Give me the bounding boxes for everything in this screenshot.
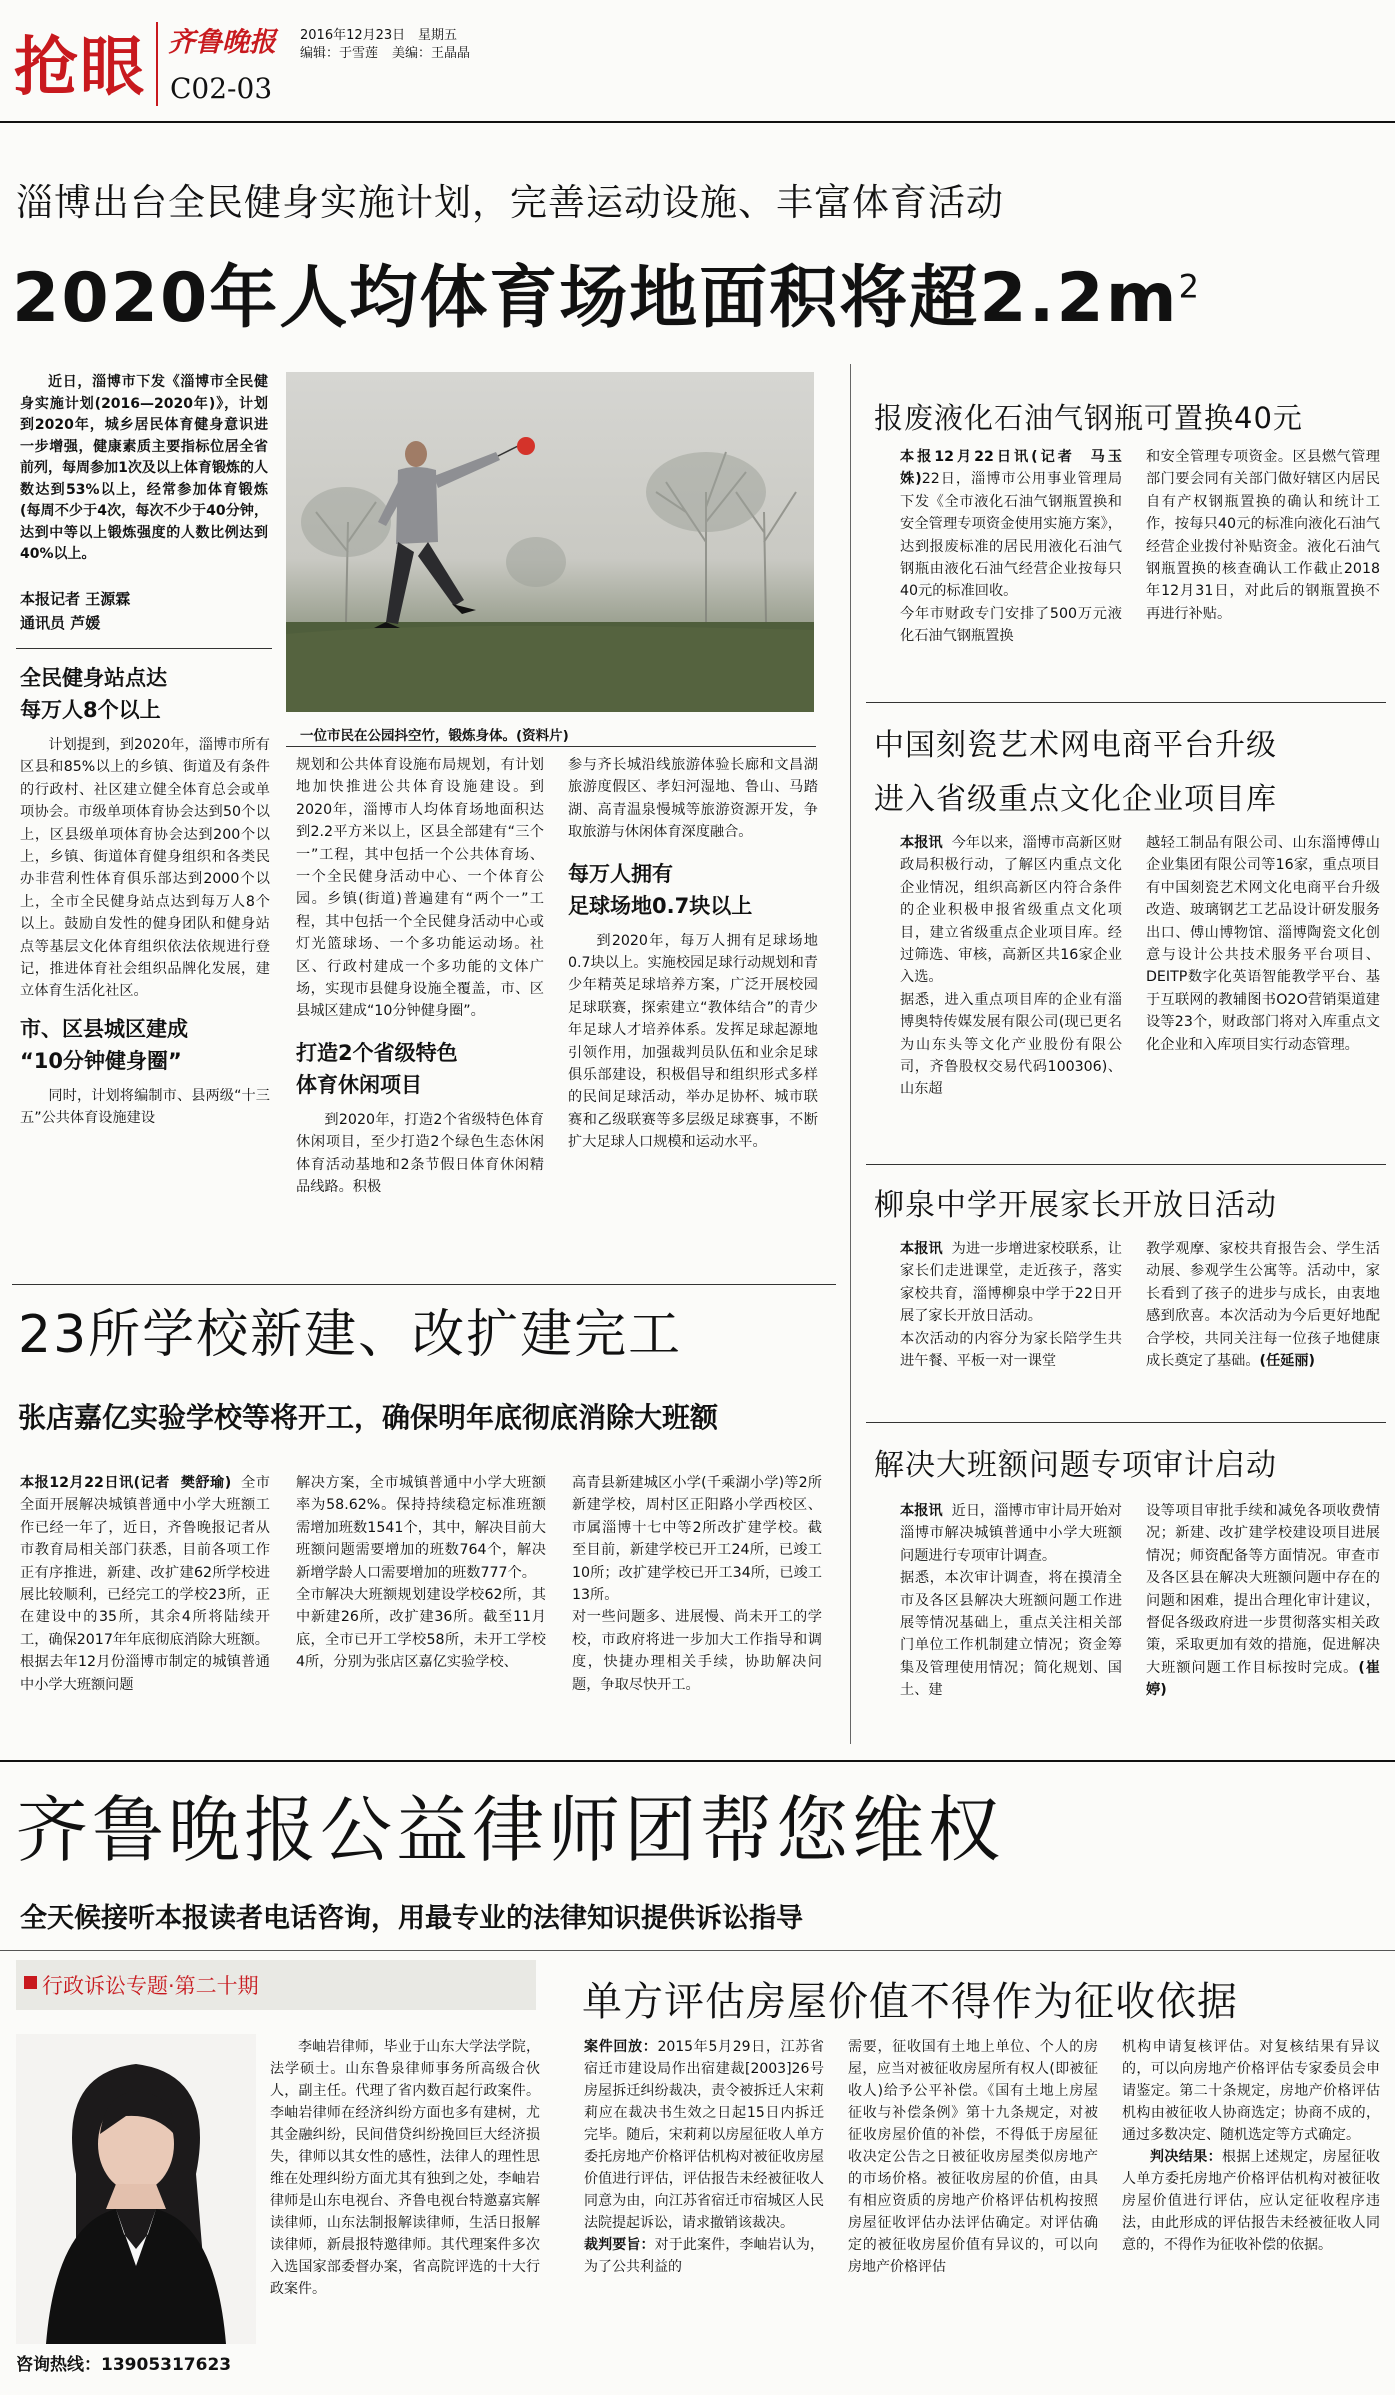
- side4-title: 解决大班额问题专项审计启动: [874, 1448, 1277, 1483]
- photo-caption: 一位市民在公园抖空竹，锻炼身体。(资料片): [300, 728, 569, 744]
- lead-headline-sup: 2: [1178, 267, 1201, 306]
- side3-title: 柳泉中学开展家长开放日活动: [874, 1188, 1277, 1223]
- lawyer-case-text: [584, 2036, 824, 2234]
- side2-lead-label: 本报讯: [900, 835, 943, 851]
- side2-col2-text: 越轻工制品有限公司、山东淄博傅山企业集团有限公司等16家，重点项目有中国刻瓷艺术网文化电商平台升级改造、玻璃钢艺工艺品设计研发服务出口、傅山博物馆、淄博陶瓷文化创意与设计公共技术服务平台项目、DEITP数字化英语智能教学平台、基于互联网的教辅图书O2O营销渠道建设等23个，财政部门将对入库重点文化企业和入库项目实行动态管理。: [1146, 835, 1380, 1053]
- lawyer-col2-text: 需要，征收国有土地上单位、个人的房屋，应当对被征收房屋所有权人(即被征收人)给予公平补偿。《国有土地上房屋征收与补偿条例》第十九条规定，对被征收房屋价值的补偿，不得低于房屋征收决定公告之日被征收房屋类似房地产的市场价格。被征收房屋的价值，由具有相应资质的房地产价格评估机构按照房屋征收评估办法评估确定。对评估确定的被征收房屋价值有异议的，可以向房地产价格评估: [848, 2039, 1098, 2275]
- lead-summary-text: 近日，淄博市下发《淄博市全民健身实施计划(2016—2020年)》，计划到2020年，城乡居民体育健身意识进一步增强，健康素质主要指标位居全省前列，每周参加1次及以上体育锻炼的人数达到53%以上，经常参加体育锻炼(每周不少于4次，每次不少于40分钟，达到中等以上锻炼强度的人数比例达到40%以上。: [20, 374, 268, 562]
- lead-byline-reporter: 本报记者 王源霖: [20, 590, 131, 608]
- side1-col1-text: 22日，淄博市公用事业管理局下发《全市液化石油气钢瓶置换和安全管理专项资金使用实施方案》，达到报废标准的居民用液化石油气钢瓶由液化石油气经营企业按每只40元的标准回收。 今年市财政专门安排了500万元液化石油气钢瓶置换: [900, 471, 1123, 645]
- lead-headline: [12, 244, 1201, 341]
- lead-col-1: [20, 662, 270, 1130]
- side2-title-1: 中国刻瓷艺术网电商平台升级: [874, 728, 1277, 763]
- schools-col-1: [20, 1472, 270, 1696]
- series-marker-icon: [24, 1976, 37, 1989]
- side3-text-1: [900, 1238, 1122, 1372]
- judge-text: 对于此案件，李岫岩认为，为了公共利益的: [584, 2237, 824, 2275]
- lawyer-deck: 全天候接听本报读者电话咨询，用最专业的法律知识提供诉讼指导: [20, 1903, 803, 1934]
- lead-paragraph-4: 到2020年，每万人拥有足球场地0.7块以上。实施校园足球行动规划和青少年精英足球培养方案，广泛开展校园足球联赛，探索建立“教体结合”的青少年足球人才培养体系。发挥足球起源地引领作用，加强裁判员队伍和业余足球俱乐部建设，积极倡导和组织形式多样的民间足球活动，举办足协杯、城市联赛和乙级联赛等多层级足球赛事，不断扩大足球人口规模和运动水平。: [568, 932, 818, 1151]
- page-code: C02-03: [170, 72, 273, 105]
- side1-lead-label: 本报12月22日讯(记者 马玉姝): [900, 449, 1122, 488]
- lawyer-col-3: [1122, 2036, 1380, 2256]
- side4-col-1: [900, 1500, 1122, 1702]
- lawyer-judge-text: [584, 2234, 824, 2278]
- park-photo-illustration: [286, 372, 814, 712]
- lawyer-result-text: [1122, 2146, 1380, 2256]
- schools-col-2: [296, 1472, 546, 1674]
- lawyer-col-1: [584, 2036, 824, 2278]
- section-title: 抢眼: [14, 30, 146, 105]
- series-label-text: 行政诉讼专题·第二十期: [42, 1974, 259, 1998]
- lead-summary: [20, 372, 268, 566]
- side1-col-1: [900, 446, 1122, 648]
- paper-logo: 齐鲁晚报: [168, 27, 276, 58]
- lead-subhead-1: 全民健身站点达 每万人8个以上: [20, 666, 167, 722]
- side4-text-2: [1146, 1500, 1380, 1702]
- schools-top-rule: [12, 1284, 836, 1285]
- schools-deck: 张店嘉亿实验学校等将开工，确保明年底彻底消除大班额: [18, 1401, 719, 1434]
- issue-date: 2016年12月23日: [300, 28, 406, 43]
- case-text: 2015年5月29日，江苏省宿迁市建设局作出宿建裁[2003]26号房屋拆迁纠纷裁决，责令被拆迁人宋莉莉应在裁决书生效之日起15日内拆迁完毕。随后，宋莉莉以房屋征收人单方委托房地产价格评估机构对被征收房屋价值进行评估，评估报告未经被征收人同意为由，向江苏省宿迁市宿城区人民法院提起诉讼，请求撤销该裁决。: [584, 2039, 825, 2231]
- lead-subhead-3: 打造2个省级特色 体育休闲项目: [296, 1040, 458, 1097]
- side3-credit: (任延丽): [1259, 1353, 1316, 1370]
- side1-col-2: [1146, 446, 1380, 625]
- schools-col2-text: 解决方案，全市城镇普通中小学大班额率为58.62%。保持持续稳定标准班额需增加班数1541个，其中，解决目前大班额问题需要增加的班数764个，解决新增学龄人口需要增加的班数777个。 全市解决大班额规划建设学校62所，其中新建26所，改扩建36所。截至11月底，全市已开工学校58所，未开工学校4所，分别为张店区嘉亿实验学校、: [296, 1475, 546, 1671]
- lead-paragraph-3: 到2020年，打造2个省级特色体育休闲项目，至少打造2个绿色生态休闲体育活动基地和2条节假日体育休闲精品线路。积极: [296, 1111, 544, 1196]
- side4-col-2: [1146, 1500, 1380, 1702]
- lawyer-series-label: [16, 1960, 536, 2010]
- lead-headline-text: 2020年人均体育场地面积将超2.2m: [12, 259, 1179, 338]
- side2-col-1: [900, 832, 1122, 1101]
- editor-credit: 编辑：于雪莲: [300, 46, 379, 61]
- schools-lead-label: 本报12月22日讯(记者 樊舒瑜): [20, 1475, 232, 1491]
- schools-col-3: [572, 1472, 822, 1696]
- side4-credit: (崔婷): [1146, 1659, 1380, 1699]
- lawyer-deck-rule: [0, 1950, 1395, 1951]
- side2-col1-text: 今年以来，淄博市高新区财政局积极行动，了解区内重点文化企业情况，组织高新区内符合条件的企业积极申报省级重点文化项目，建立省级重点企业项目库。经过筛选、审核，高新区共16家企业入选。 据悉，进入重点项目库的企业有淄博奥特传媒发展有限公司(现已更名为山东头等文化产业股份有限公司，齐鲁股权交易代码100306)、山东超: [900, 835, 1122, 1098]
- issue-weekday: 星期五: [418, 28, 458, 43]
- side4-col2-text: 设等项目审批手续和减免各项收费情况；新建、改扩建学校建设项目进展情况；师资配备等方面情况。审查市及各区县在解决大班额问题中存在的问题和困难，提出合理化审计建议，督促各级政府进一步贯彻落实相关政策，采取更加有效的措施，促进解决大班额问题工作目标按时完成。: [1146, 1503, 1380, 1676]
- side3-col2-text: 教学观摩、家校共育报告会、学生活动展、参观学生公寓等。活动中，家长看到了孩子的进步与成长，由衷地感到欣喜。本次活动为今后更好地配合学校，共同关注每一位孩子地健康成长奠定了基础。: [1146, 1241, 1380, 1370]
- lead-subhead-2: 市、区县城区建成 “10分钟健身圈”: [20, 1016, 188, 1073]
- lawyer-portrait: [16, 2034, 256, 2344]
- right-column-rule: [850, 364, 851, 1744]
- side2-title-2: 进入省级重点文化企业项目库: [874, 782, 1277, 817]
- lead-photo: [286, 372, 814, 712]
- side3-col-2: [1146, 1238, 1380, 1372]
- side4-text-1: [900, 1500, 1122, 1702]
- side3-text-2: [1146, 1238, 1380, 1372]
- lawyer-col3-text: 机构申请复核评估。对复核结果有异议的，可以向房地产价格评估专家委员会申请鉴定。第二十条规定，房地产价格评估机构由被征收人协商选定；协商不成的，通过多数决定、随机选定等方式确定。: [1122, 2039, 1380, 2143]
- lead-col-2: [296, 754, 544, 1199]
- schools-text-1: [20, 1472, 270, 1696]
- side2-rule: [866, 1164, 1386, 1165]
- lawyer-top-rule: [0, 1760, 1395, 1762]
- lead-byline-correspondent: 通讯员 芦媛: [20, 614, 101, 632]
- side3-col-1: [900, 1238, 1122, 1372]
- lawyer-article-title: 单方评估房屋价值不得作为征收依据: [582, 1979, 1238, 2025]
- lead-subhead-4: 每万人拥有 足球场地0.7块以上: [568, 861, 753, 918]
- lead-paragraph-1: 计划提到，到2020年，淄博市所有区县和85%以上的乡镇、街道及有条件的行政村、社区建立健全体育总会或单项协会。市级单项体育协会达到50个以上，区县级单项体育协会达到200个以上，乡镇、街道体育健身组织和各类民办非营利性体育俱乐部达到2000个以上，全市全民健身站点达到每万人8个以上。鼓励自发性的健身团队和健身站点等基层文化体育组织依法依规进行登记，推进体育社会组织品牌化发展，建立体育生活化社区。: [20, 737, 270, 1000]
- lead-paragraph-3b: 参与齐长城沿线旅游体验长廊和文昌湖旅游度假区、孝妇河湿地、鲁山、马踏湖、高青温泉慢城等旅游资源开发，争取旅游与休闲体育深度融合。: [568, 757, 818, 841]
- result-text: 根据上述规定，房屋征收人单方委托房地产价格评估机构对被征收房屋价值进行评估，应认定征收程序违法，由此形成的评估报告未经被征收人同意的，不得作为征收补偿的依据。: [1122, 2149, 1380, 2253]
- side3-rule: [866, 1422, 1386, 1423]
- masthead-divider: [156, 22, 158, 106]
- result-label: 判决结果：: [1150, 2149, 1222, 2165]
- side4-col1-text: 近日，淄博市审计局开始对淄博市解决城镇普通中小学大班额问题进行专项审计调查。 据悉，本次审计调查，将在摸清全市及各区县解决大班额问题工作进展等情况基础上，重点关注相关部门单位工作机制建立情况；资金筹集及管理使用情况；简化规划、国土、建: [900, 1503, 1122, 1699]
- designer-credit: 美编：王晶晶: [392, 46, 471, 61]
- case-label: 案件回放：: [584, 2039, 658, 2055]
- side1-col2-text: 和安全管理专项资金。区县燃气管理部门要会同有关部门做好辖区内居民自有产权钢瓶置换的确认和统计工作，按每只40元的标准向液化石油气经营企业拨付补贴资金。液化石油气钢瓶置换的核查确认工作截止2018年12月31日，对此后的钢瓶置换不再进行补贴。: [1146, 449, 1380, 622]
- side2-text-1: [900, 832, 1122, 1101]
- lead-paragraph-2a: 同时，计划将编制市、县两级“十三五”公共体育设施建设: [20, 1087, 270, 1127]
- lawyer-col-2: [848, 2036, 1098, 2278]
- judge-label: 裁判要旨：: [584, 2237, 655, 2253]
- side3-col1-text: 为进一步增进家校联系，让家长们走进课堂，走近孩子，落实家校共育，淄博柳泉中学于22日开展了家长开放日活动。 本次活动的内容分为家长陪学生共进午餐、平板一对一课堂: [900, 1241, 1122, 1370]
- schools-col3-text: 高青县新建城区小学(千乘湖小学)等2所新建学校，周村区正阳路小学西校区、市属淄博十七中等2所改扩建学校。截至目前，新建学校已开工24所，已竣工10所；改扩建学校已开工34所，已竣工13所。 对一些问题多、进展慢、尚未开工的学校，市政府将进一步加大工作指导和调度，快捷办理相关手续，协助解决问题，争取尽快开工。: [572, 1475, 822, 1693]
- lead-col-3: [568, 754, 818, 1154]
- side2-col-2: [1146, 832, 1380, 1056]
- side1-rule: [866, 702, 1386, 703]
- side1-title: 报废液化石油气钢瓶可置换40元: [874, 401, 1303, 435]
- lead-kicker: 淄博出台全民健身实施计划，完善运动设施、丰富体育活动: [16, 181, 1004, 224]
- lawyer-headline: 齐鲁晚报公益律师团帮您维权: [16, 1788, 1005, 1872]
- lawyer-bio-text: 李岫岩律师，毕业于山东大学法学院，法学硕士。山东鲁泉律师事务所高级合伙人，副主任。代理了省内数百起行政案件。李岫岩律师在经济纠纷方面也多有建树，尤其金融纠纷，民间借贷纠纷挽回巨大经济损失，律师以其女性的感性，法律人的理性思维在处理纠纷方面尤其有独到之处，李岫岩律师是山东电视台、齐鲁电视台特邀嘉宾解读律师，山东法制报解读律师，生活日报解读律师，新晨报特邀律师。其代理案件多次入选国家部委督办案，省高院评选的十大行政案件。: [270, 2039, 540, 2297]
- side4-lead-label: 本报讯: [900, 1503, 943, 1519]
- side3-lead-label: 本报讯: [900, 1241, 943, 1257]
- masthead-rule: [0, 121, 1395, 123]
- schools-col1-text: 全市全面开展解决城镇普通中小学大班额工作已经一年了，近日，齐鲁晚报记者从市教育局相关部门获悉，目前各项工作正有序推进，新建、改扩建62所学校进展比较顺利，已经完工的学校23所，正在建设中的35所，其余4所将陆续开工，确保2017年年底彻底消除大班额。 根据去年12月份淄博市制定的城镇普通中小学大班额问题: [20, 1475, 270, 1693]
- side1-text-1: [900, 446, 1122, 648]
- lawyer-portrait-illustration: [16, 2034, 256, 2344]
- lawyer-hotline: 咨询热线：13905317623: [16, 2355, 232, 2375]
- lawyer-bio: [270, 2036, 540, 2300]
- lead-paragraph-2b: 规划和公共体育设施布局规划，有计划地加快推进公共体育设施建设。到2020年，淄博市人均体育场地面积达到2.2平方米以上，区县全部建有“三个一”工程，其中包括一个公共体育场、一个全民健身活动中心、一个体育公园。乡镇(街道)普遍建有“两个一”工程，其中包括一个全民健身活动中心或灯光篮球场、一个多功能运动场。社区、行政村建成一个多功能的文体广场，实现市县健身设施全覆盖，市、区县城区建成“10分钟健身圈”。: [296, 757, 544, 1020]
- caption-rule: [286, 746, 816, 747]
- summary-rule: [16, 648, 272, 649]
- schools-headline: 23所学校新建、改扩建完工: [18, 1305, 683, 1365]
